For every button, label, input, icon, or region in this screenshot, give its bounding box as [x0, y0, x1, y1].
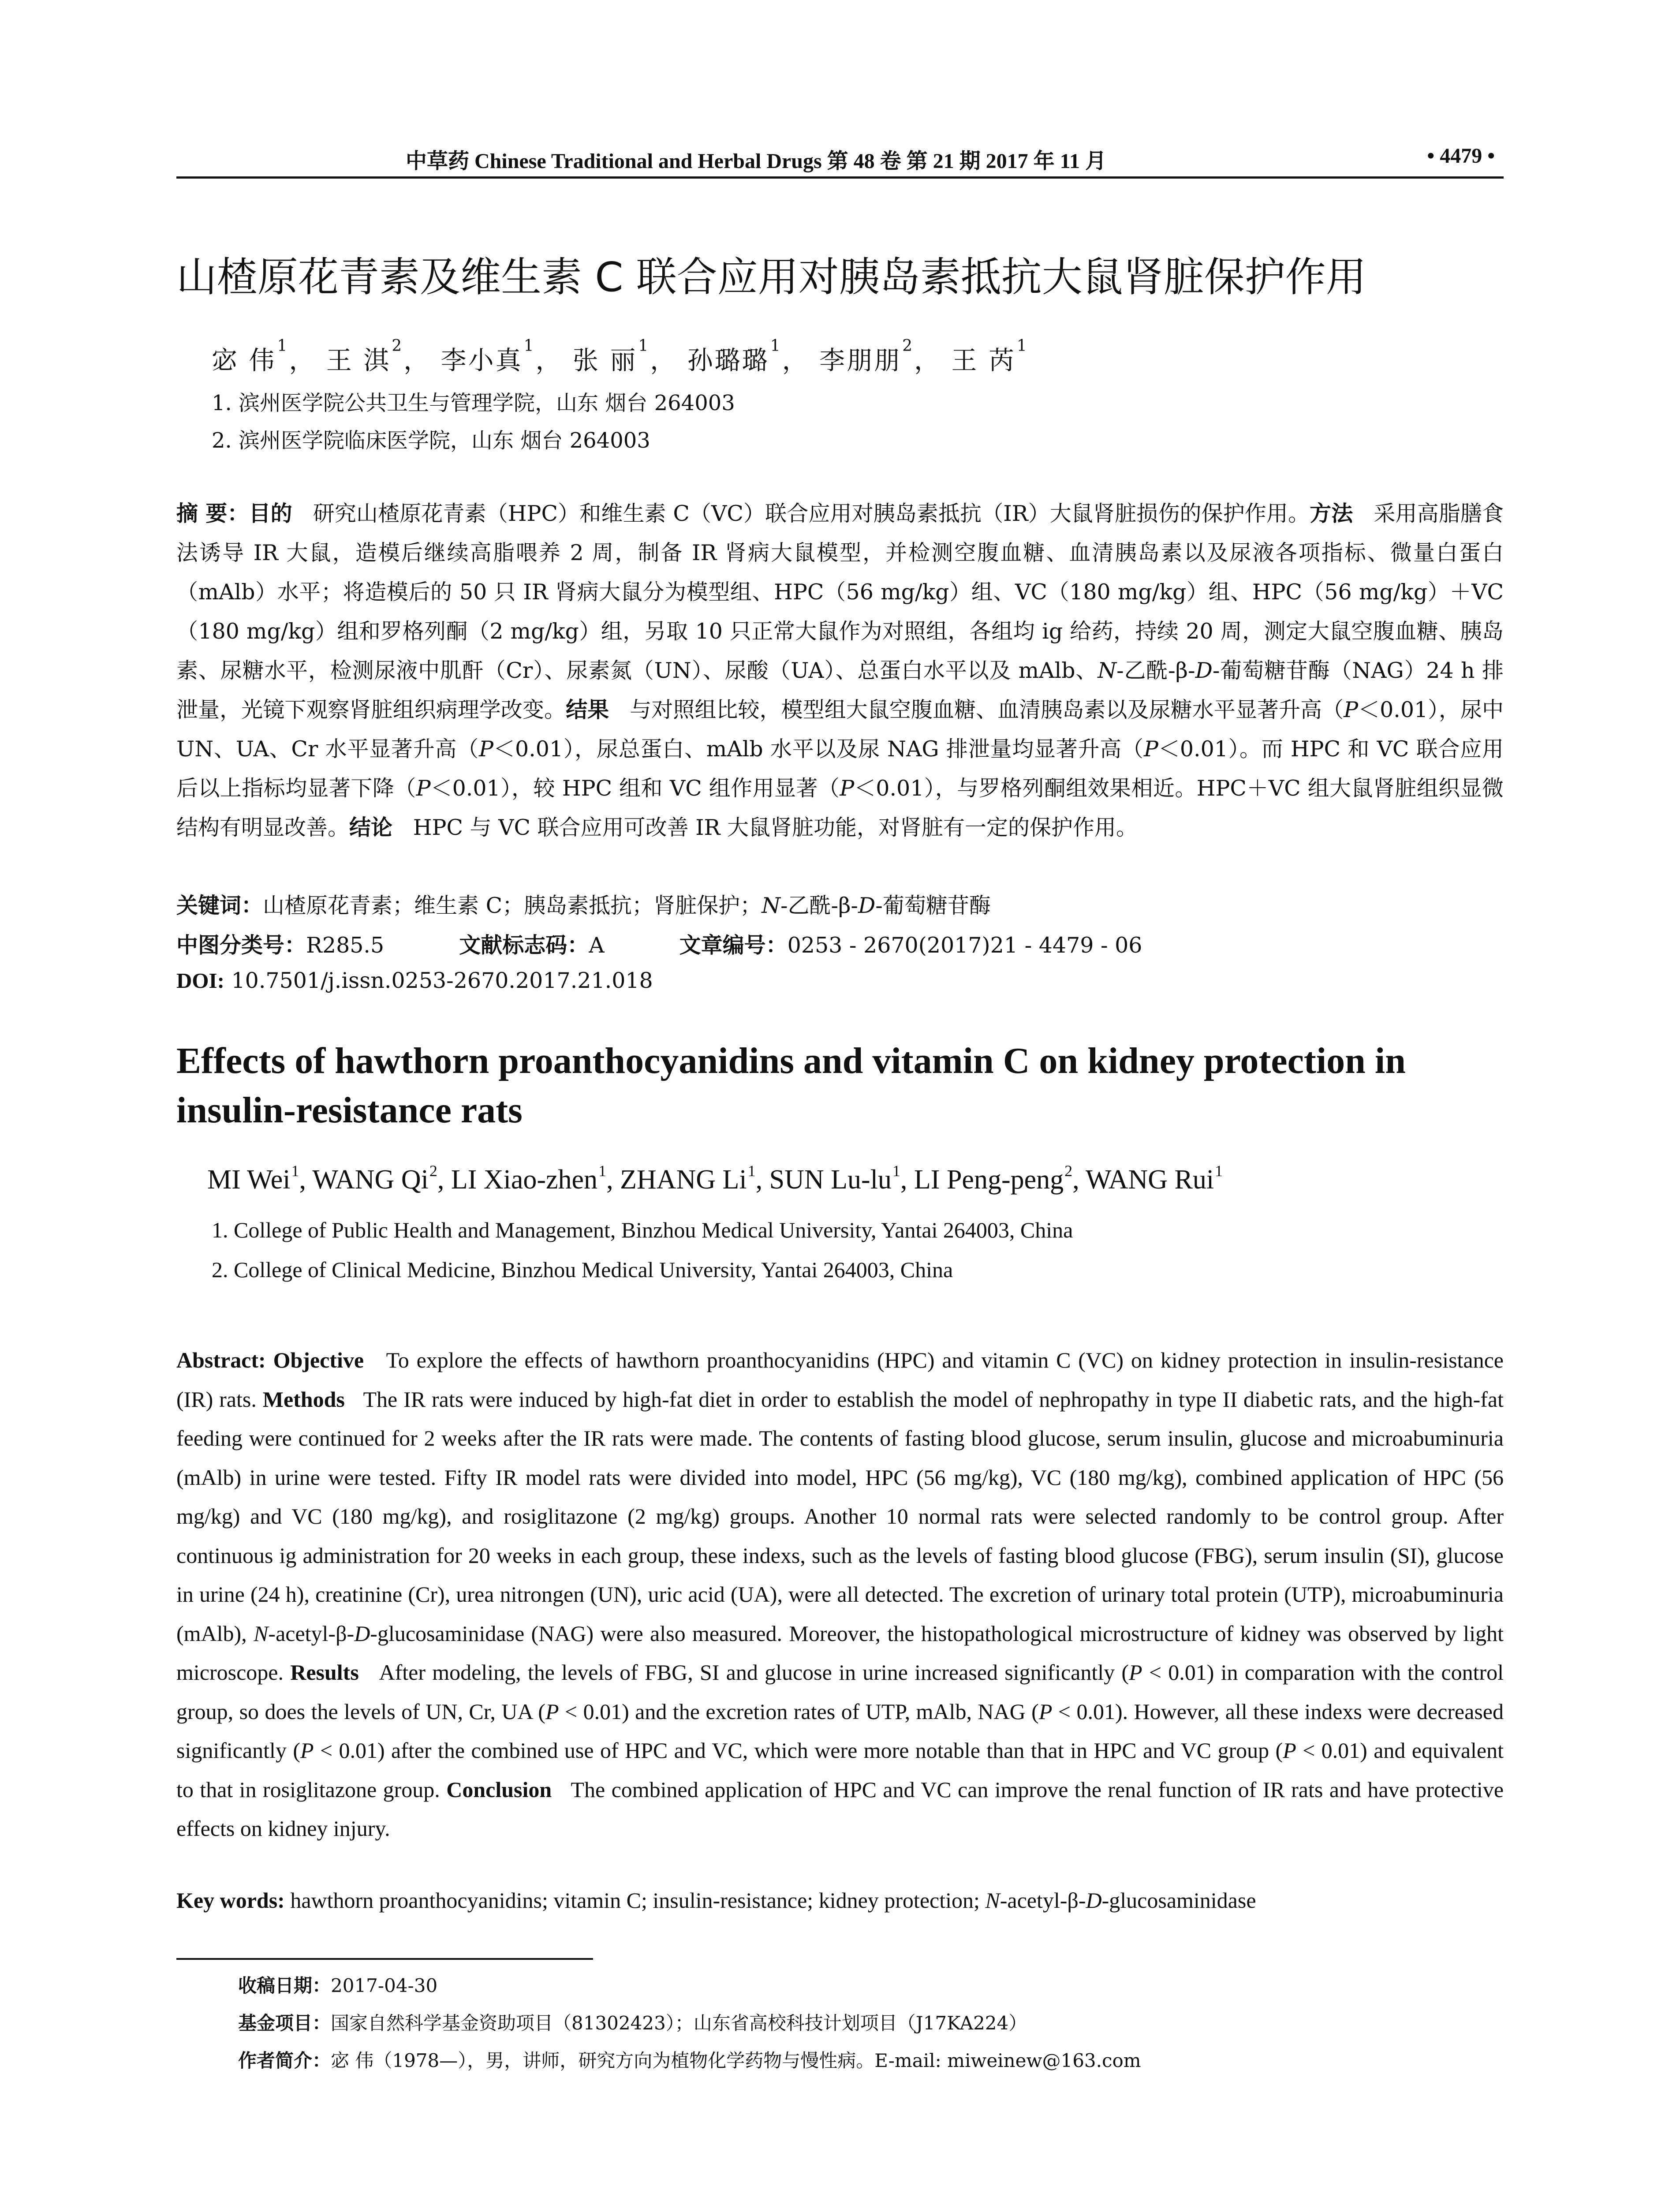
author-cn: 王 淇: [326, 345, 391, 375]
footnote-received: [238, 1971, 437, 1998]
clc-label: 中图分类号：: [176, 933, 306, 958]
methods-label: 方法: [1310, 501, 1353, 526]
author-bio-label: 作者简介：: [238, 2050, 331, 2071]
italic-d: D: [858, 893, 876, 918]
abstract-label: 摘 要：: [176, 501, 249, 526]
author-en: ZHANG Li: [620, 1165, 747, 1195]
conclusion-label: 结论: [349, 815, 393, 840]
keywords-en: [176, 1887, 1504, 1913]
author-affiliation-mark: 1: [1215, 1162, 1223, 1180]
italic-n: N: [985, 1888, 1000, 1913]
doi-label: DOI:: [176, 968, 224, 993]
chinese-abstract: [176, 494, 1504, 847]
results-text: 与对照组比较，模型组大鼠空腹血糖、血清胰岛素以及尿糖水平显著升高（: [630, 697, 1344, 722]
chinese-title: 山楂原花青素及维生素 C 联合应用对胰岛素抵抗大鼠肾脏保护作用: [176, 254, 1366, 301]
p-value-symbol: P: [840, 776, 855, 801]
results-text: < 0.01) after the combined use of HPC and VC, which were more notable than that in HPC and VC group (: [314, 1738, 1283, 1763]
methods-text: -glucosaminidase (NAG) were also measured. Moreover, the histopathological microstructure of kidney was observed by light microscope.: [176, 1621, 1504, 1685]
p-value-symbol: P: [416, 776, 431, 801]
conclusion-label: Conclusion: [446, 1777, 552, 1802]
english-authors: MI Wei$^1$, WANG Qi$^2$, LI Xiao-zhen$^1$, ZHANG Li$^1$, SUN $Lu-lu^1$, LI Peng-peng$^2$, WANG Rui$^1$: [207, 1162, 1223, 1195]
italic-d: D: [354, 1621, 370, 1646]
received-label: 收稿日期：: [238, 1975, 331, 1996]
p-value-symbol: P: [479, 736, 494, 762]
p-value-symbol: P: [1344, 697, 1359, 722]
author-affiliation-mark: 2: [902, 337, 914, 355]
author-en: WANG Qi: [312, 1165, 429, 1195]
doc-code-value: A: [589, 933, 605, 958]
english-abstract: [176, 1341, 1504, 1848]
methods-text: The IR rats were induced by high-fat diet in order to establish the model of nephropathy in type II diabetic rats, and the high-fat feeding were continued for 2 weeks after the IR rats were made. The contents of fasting blood glucose, serum insulin, glucose and microabuminuria (mAlb) in urine were tested. Fifty IR model rats were divided into model, HPC (56 mg/kg), VC (180 mg/kg), combined application of HPC (56 mg/kg) and VC (180 mg/kg), and rosiglitazone (2 mg/kg) groups. Another 10 normal rats were selected randomly to be control group. After continuous ig administration for 20 weeks in each group, these indexs, such as the levels of fasting blood glucose (FBG), serum insulin (SI), glucose in urine (24 h), creatinine (Cr), urea nitrongen (UN), uric acid (UA), were all detected. The excretion of urinary total protein (UTP), microabuminuria (mAlb),: [176, 1387, 1504, 1646]
p-value-symbol: P: [1129, 1660, 1142, 1685]
author-affiliation-mark: 1: [892, 1162, 900, 1180]
author-affiliation-mark: 1: [598, 1162, 607, 1180]
results-text: ＜0.01）。而 HPC 和 VC 联合应用后以上指标均显著下降（: [176, 736, 1504, 801]
affiliation-en-2: 2. College of Clinical Medicine, Binzhou Medical University, Yantai 264003, China: [212, 1257, 953, 1282]
conclusion-text: The combined application of HPC and VC can improve the renal function of IR rats and have protective effects on kidney injury.: [176, 1777, 1504, 1841]
footnote-author: [238, 2046, 1141, 2073]
italic-n: N: [1098, 658, 1117, 683]
p-value-symbol: P: [300, 1738, 314, 1763]
running-header: [176, 141, 1504, 179]
results-text: < 0.01) and equivalent to that in rosiglitazone group.: [176, 1738, 1504, 1802]
methods-text: -乙酰-β-: [1116, 658, 1195, 683]
author-affiliation-mark: 1: [747, 1162, 756, 1180]
keywords-text: -glucosaminidase: [1101, 1888, 1256, 1913]
p-value-symbol: P: [1038, 1699, 1053, 1724]
p-value-symbol: P: [1143, 736, 1158, 762]
clc-value: R285.5: [306, 933, 385, 958]
author-en: SUN Lu-lu: [769, 1165, 892, 1195]
results-label: Results: [290, 1660, 359, 1685]
objective-label: 目的: [249, 501, 292, 526]
results-text: After modeling, the levels of FBG, SI and glucose in urine increased significantly (: [379, 1660, 1129, 1685]
p-value-symbol: P: [1283, 1738, 1296, 1763]
keywords-label: 关键词：: [176, 893, 263, 918]
keywords-text: hawthorn proanthocyanidins; vitamin C; insulin-resistance; kidney protection;: [290, 1888, 986, 1913]
methods-text: -葡萄糖苷酶（NAG）24 h 排泄量，光镜下观察肾脏组织病理学改变。: [176, 658, 1504, 722]
fund-text: 国家自然科学基金资助项目（81302423）；山东省高校科技计划项目（J17KA224）: [331, 2012, 1027, 2034]
received-date: 2017-04-30: [331, 1975, 438, 1996]
page-number: • 4479 •: [1427, 144, 1495, 168]
doi-value[interactable]: 10.7501/j.issn.0253-2670.2017.21.018: [231, 968, 653, 993]
results-text: ＜0.01），较 HPC 组和 VC 组作用显著（: [430, 776, 840, 801]
p-value-symbol: P: [545, 1699, 559, 1724]
classification-line: [176, 928, 1504, 959]
keywords-text: 山楂原花青素；维生素 C；胰岛素抵抗；肾脏保护；: [263, 893, 762, 918]
keywords-label: Key words:: [176, 1888, 285, 1913]
keywords-text: -acetyl-β-: [1000, 1888, 1086, 1913]
author-cn: 王 芮: [951, 345, 1016, 375]
author-cn: 孙璐璐: [687, 345, 769, 375]
author-cn: 张 丽: [572, 345, 638, 375]
author-cn: 李小真: [441, 345, 523, 375]
italic-d: D: [1086, 1888, 1102, 1913]
affiliation-en-1: 1. College of Public Health and Management, Binzhou Medical University, Yantai 264003, China: [212, 1218, 1073, 1242]
author-bio-text: 宓 伟（1978—），男，讲师，研究方向为植物化学药物与慢性病。E-mail: miweinew@163.com: [331, 2050, 1141, 2071]
fund-label: 基金项目：: [238, 2012, 331, 2034]
methods-label: Methods: [262, 1387, 345, 1412]
objective-text: 研究山楂原花青素（HPC）和维生素 C（VC）联合应用对胰岛素抵抗（IR）大鼠肾脏损伤的保护作用。: [313, 501, 1310, 526]
keywords-text: -乙酰-β-: [780, 893, 858, 918]
results-text: < 0.01) in comparation with the control group, so does the levels of UN, Cr, UA (: [176, 1660, 1504, 1724]
doi-line: [176, 968, 1504, 993]
journal-header-text: 中草药 Chinese Traditional and Herbal Drugs 第 48 卷 第 21 期 2017 年 11 月: [406, 149, 1107, 173]
author-affiliation-mark: 1: [277, 337, 289, 355]
author-affiliation-mark: 1: [638, 337, 650, 355]
abstract-objective-label: Abstract: Objective: [176, 1348, 364, 1372]
results-text: ＜0.01），与罗格列酮组效果相近。HPC＋VC 组大鼠肾脏组织显微结构有明显改善。: [176, 776, 1504, 840]
italic-n: N: [762, 893, 780, 918]
italic-n: N: [254, 1621, 269, 1646]
author-affiliation-mark: 2: [429, 1162, 437, 1180]
italic-d: D: [1195, 658, 1213, 683]
author-en: LI Peng-peng: [914, 1165, 1064, 1195]
results-text: < 0.01). However, all these indexs were decreased significantly (: [176, 1699, 1504, 1763]
author-affiliation-mark: 1: [1016, 337, 1029, 355]
author-affiliation-mark: 2: [1064, 1162, 1073, 1180]
author-cn: 李朋朋: [819, 345, 902, 375]
affiliation-cn-2: 2. 滨州医学院临床医学院，山东 烟台 264003: [212, 428, 650, 453]
results-text: < 0.01) and the excretion rates of UTP, mAlb, NAG (: [559, 1699, 1039, 1724]
conclusion-text: HPC 与 VC 联合应用可改善 IR 大鼠肾脏功能，对肾脏有一定的保护作用。: [413, 815, 1138, 840]
results-text: ＜0.01），尿总蛋白、mAlb 水平以及尿 NAG 排泄量均显著升高（: [493, 736, 1144, 762]
footnote-divider: [176, 1958, 593, 1960]
keywords-text: -葡萄糖苷酶: [875, 893, 991, 918]
author-en: LI Xiao-zhen: [451, 1165, 598, 1195]
methods-text: -acetyl-β-: [268, 1621, 355, 1646]
author-cn: 宓 伟: [212, 345, 276, 375]
article-number-value: 0253 - 2670(2017)21 - 4479 - 06: [787, 933, 1142, 958]
keywords-cn: [176, 889, 1504, 919]
affiliation-cn-1: 1. 滨州医学院公共卫生与管理学院，山东 烟台 264003: [212, 391, 735, 415]
footnote-fund: [238, 2009, 1027, 2035]
author-affiliation-mark: 1: [770, 337, 782, 355]
results-text: ＜0.01），尿中 UN、UA、Cr 水平显著升高（: [176, 697, 1504, 762]
chinese-authors: 宓 伟$^1$， 王 淇$^2$， 李小真$^1$， 张 丽$^1$， 孙璐璐$^1$， 李朋朋$^2$， 王 芮$^1$: [212, 337, 1029, 375]
english-title: Effects of hawthorn proanthocyanidins and vitamin C on kidney protection in insulin-resistance rats: [176, 1040, 1406, 1131]
results-label: 结果: [566, 697, 609, 722]
author-en: WANG Rui: [1086, 1165, 1214, 1195]
author-en: MI Wei: [207, 1165, 291, 1195]
article-number-label: 文章编号：: [679, 933, 788, 958]
author-affiliation-mark: 1: [523, 337, 536, 355]
methods-text: 采用高脂膳食法诱导 IR 大鼠，造模后继续高脂喂养 2 周，制备 IR 肾病大鼠模型，并检测空腹血糖、血清胰岛素以及尿液各项指标、微量白蛋白（mAlb）水平；将造模后的 50 只 IR 肾病大鼠分为模型组、HPC（56 mg/kg）组、VC（180 mg/kg）组、HPC（56 mg/kg）＋VC（180 mg/kg）组和罗格列酮（2 mg/kg）组，另取 10 只正常大鼠作为对照组，各组均 ig 给药，持续 20 周，测定大鼠空腹血糖、胰岛素、尿糖水平，检测尿液中肌酐（Cr）、尿素氮（UN）、尿酸（UA）、总蛋白水平以及 mAlb、: [176, 501, 1504, 683]
doc-code-label: 文献标志码：: [459, 933, 589, 958]
author-affiliation-mark: 1: [291, 1162, 299, 1180]
author-affiliation-mark: 2: [392, 337, 404, 355]
objective-text: To explore the effects of hawthorn proanthocyanidins (HPC) and vitamin C (VC) on kidney protection in insulin-resistance (IR) rats.: [176, 1348, 1504, 1412]
